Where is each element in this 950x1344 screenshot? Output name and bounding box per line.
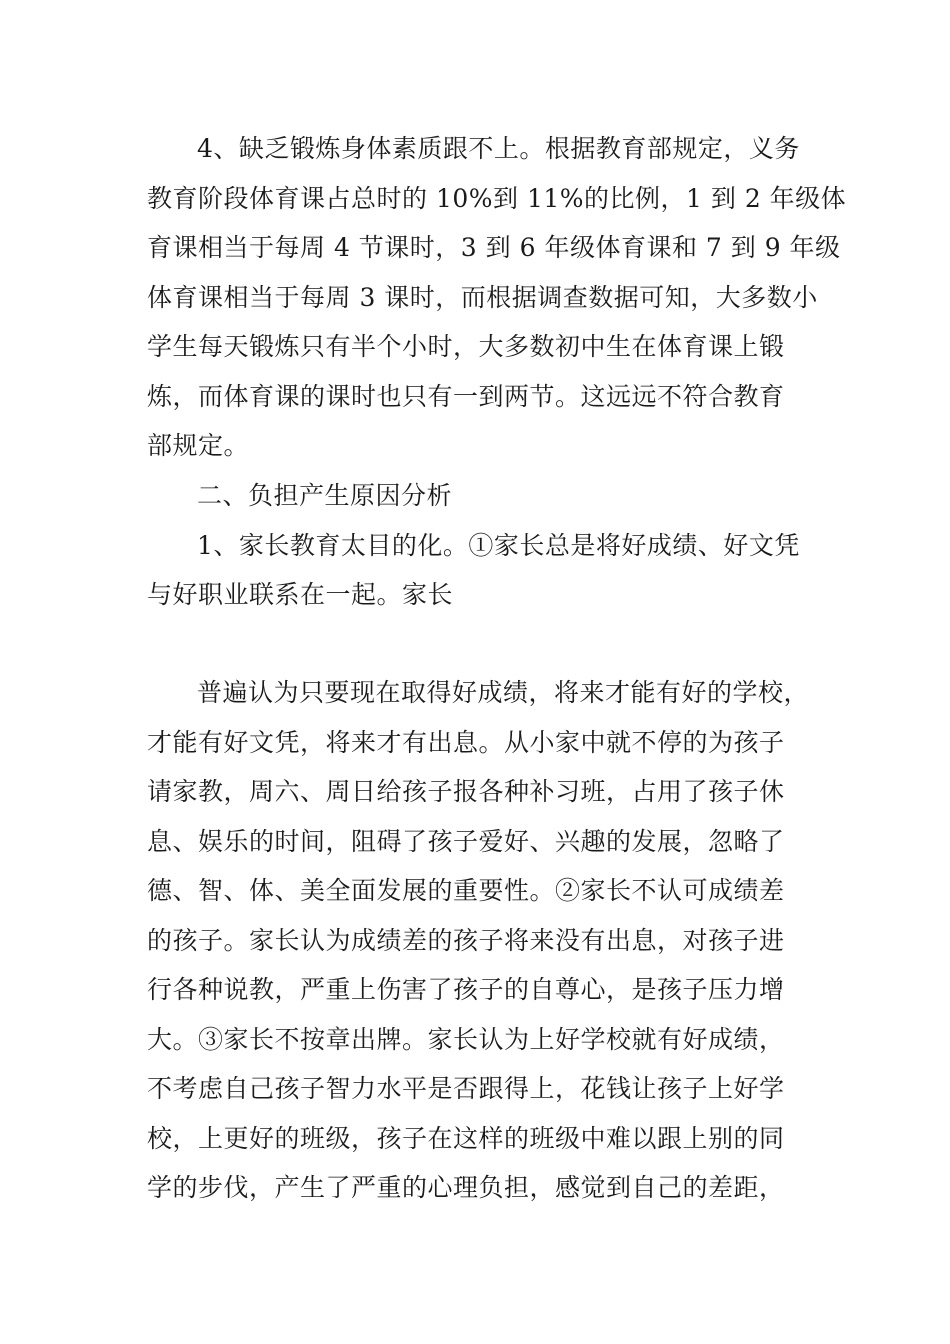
paragraph-line: 部规定。 xyxy=(147,431,250,460)
paragraph-line: 普遍认为只要现在取得好成绩，将来才能有好的学校， xyxy=(197,678,810,707)
paragraph-line: 行各种说教，严重上伤害了孩子的自尊心，是孩子压力增 xyxy=(147,975,785,1004)
paragraph-line: 的孩子。家长认为成绩差的孩子将来没有出息，对孩子进 xyxy=(147,926,785,955)
paragraph-line: 教育阶段体育课占总时的 10%到 11%的比例，1 到 2 年级体 xyxy=(147,184,847,213)
paragraph-line: 与好职业联系在一起。家长 xyxy=(147,580,454,609)
paragraph-line: 不考虑自己孩子智力水平是否跟得上，花钱让孩子上好学 xyxy=(147,1074,785,1103)
paragraph-line: 学的步伐，产生了严重的心理负担，感觉到自己的差距， xyxy=(147,1173,785,1202)
paragraph-line: 育课相当于每周 4 节课时，3 到 6 年级体育课和 7 到 9 年级 xyxy=(147,233,841,262)
paragraph-line: 炼，而体育课的课时也只有一到两节。这远远不符合教育 xyxy=(147,382,785,411)
section-heading: 二、负担产生原因分析 xyxy=(197,481,453,510)
paragraph-line: 请家教，周六、周日给孩子报各种补习班，占用了孩子休 xyxy=(147,777,785,806)
paragraph-line: 4、缺乏锻炼身体素质跟不上。根据教育部规定，义务 xyxy=(197,134,800,163)
paragraph-line: 学生每天锻炼只有半个小时，大多数初中生在体育课上锻 xyxy=(147,332,785,361)
paragraph-line: 体育课相当于每周 3 课时，而根据调查数据可知，大多数小 xyxy=(147,283,818,312)
paragraph-line: 校，上更好的班级，孩子在这样的班级中难以跟上别的同 xyxy=(147,1124,785,1153)
paragraph-line: 德、智、体、美全面发展的重要性。②家长不认可成绩差 xyxy=(147,876,785,905)
paragraph-line: 才能有好文凭，将来才有出息。从小家中就不停的为孩子 xyxy=(147,728,785,757)
paragraph-line: 息、娱乐的时间，阻碍了孩子爱好、兴趣的发展，忽略了 xyxy=(147,827,785,856)
paragraph-line: 1、家长教育太目的化。①家长总是将好成绩、好文凭 xyxy=(197,531,800,560)
paragraph-line: 大。③家长不按章出牌。家长认为上好学校就有好成绩， xyxy=(147,1025,785,1054)
